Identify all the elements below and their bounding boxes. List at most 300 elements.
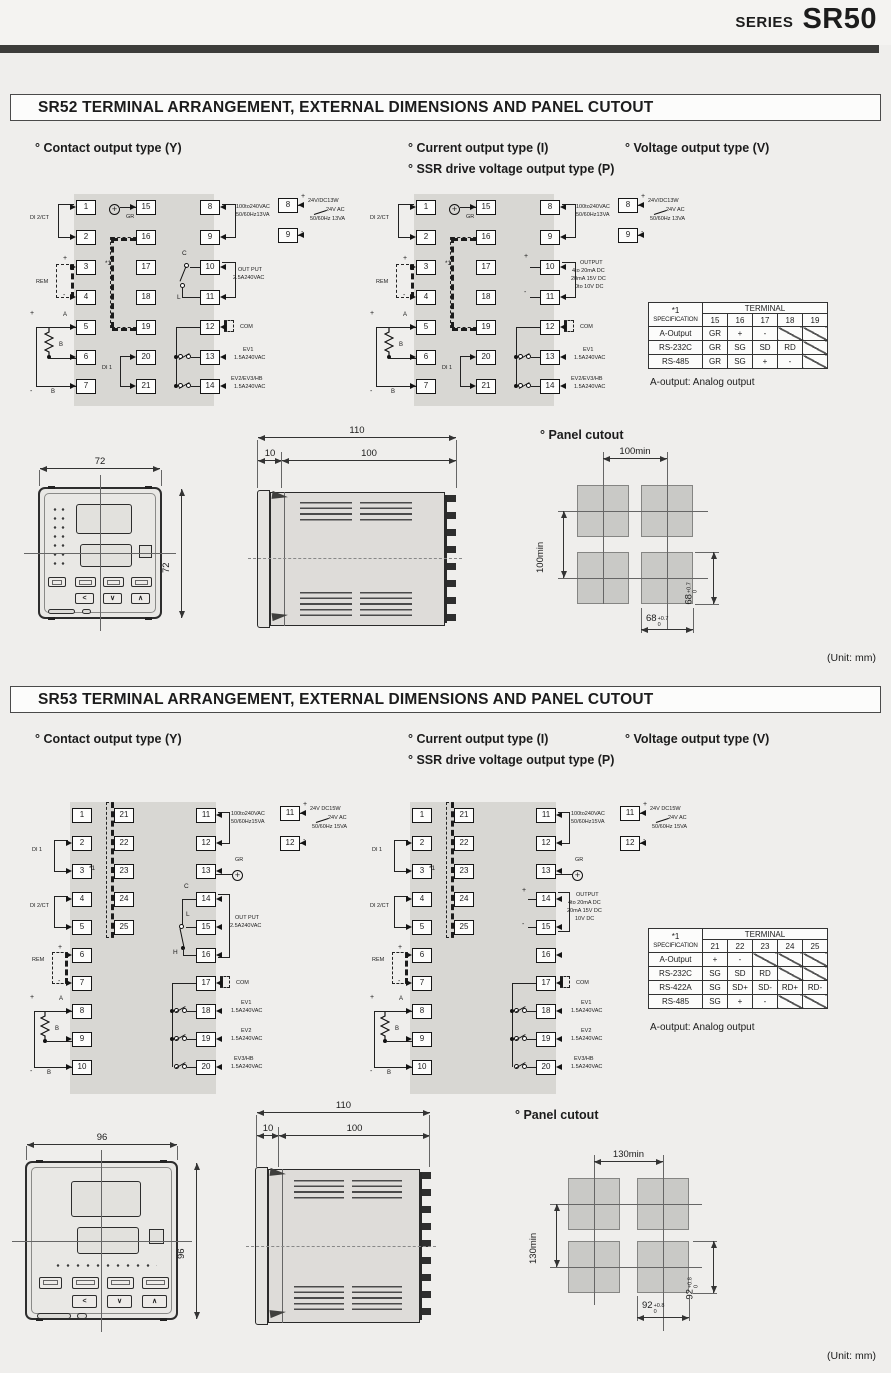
terminal-14: 14 [540,379,560,394]
terminal-16: 16 [536,948,556,963]
bracket [446,802,454,938]
terminal-cell: RD [753,967,778,981]
sr53-front-height-text: 96 [176,1248,187,1259]
terminal-wing [220,204,226,210]
extension-line [456,440,457,488]
diagram-label: B [391,389,396,395]
wire [112,327,136,331]
sr52-side-front-dim: 10 [258,460,282,461]
terminal-cell: SG [728,341,753,355]
sr53-cutout-pitch-v-text: 130min [528,1232,539,1264]
terminal-wing [220,383,226,389]
terminal-wing [220,354,226,360]
terminal-18: 18 [136,290,156,305]
spec-header: *1 SPECIFICATION [649,929,703,953]
terminal-number: 23 [753,940,778,953]
mount-lug [160,1160,167,1163]
terminal-cell: SD+ [728,981,753,995]
ground-symbol: + [232,870,243,881]
terminal-16: 16 [476,230,496,245]
sr52-cutout-width-text: 68 +0.7 0 [646,613,669,629]
diagram-label: 1.5A240VAC [234,355,266,361]
switch-lever [656,818,669,823]
diagram-label: - [30,388,33,395]
terminal-wing [560,383,566,389]
series-header [735,3,877,35]
sr53-side-front-dim: 10 [257,1135,279,1136]
diagram-label: - [301,229,304,236]
terminal-wing [220,234,226,240]
diagram-label: REM [36,279,49,285]
terminal-wing [70,234,76,240]
terminal-cell: RD [778,341,803,355]
diagram-label: - [403,292,406,299]
terminal-wing [220,324,226,330]
mount-lug [48,486,55,489]
terminal-wing [556,1064,562,1070]
mount-lug [36,1160,43,1163]
diagram-label: + [524,253,529,260]
terminal-cell: - [728,953,753,967]
wire [531,357,540,358]
diagram-label: 24V/DC13W [648,198,679,204]
switch-lever [316,818,329,823]
sr52-front-height-dim [181,489,182,618]
key-down: ∨ [107,1295,132,1308]
terminal-5: 5 [412,920,432,935]
terminal-wing [406,952,412,958]
terminal-4: 4 [416,290,436,305]
terminal-wing [406,840,412,846]
diagram-label: 20mA 15V DC [571,276,606,282]
wire [176,327,200,328]
wire [527,1067,536,1068]
terminal-cell: RD+ [778,981,803,995]
terminal-cell-na [803,355,828,369]
sr52-cutout-height-text: 68 +0.7 0 [683,582,699,605]
extension-line [256,1115,257,1167]
terminal-4: 4 [76,290,96,305]
junction-dot [510,1037,514,1041]
terminal-wing [406,1064,412,1070]
diagram-label: 50/60Hz13VA [236,212,270,218]
terminal-19: 19 [536,1032,556,1047]
sr52-cutout-pitch-h-dim: 100min [603,458,667,459]
terminal-3: 3 [76,260,96,275]
wire [110,237,114,328]
centerline [667,452,668,630]
terminal-cell-na [778,953,803,967]
sr52-terminal-table [648,302,828,369]
extension-line [177,1146,178,1160]
diagram-label: + [30,310,35,317]
terminal-wing [66,868,72,874]
mount-lug [160,1318,167,1321]
wire [182,899,183,926]
sr53-panel-cutout-heading: ° Panel cutout [515,1108,599,1122]
terminal-cell-na [803,967,828,981]
diagram-label: 24V AC [326,207,345,213]
diagram-label: DI 1 [32,847,43,853]
panel-button [48,577,66,587]
ground-symbol: + [109,204,120,215]
model-label-area [48,609,75,614]
wire [190,267,200,268]
diagram-label: 1.5A240VAC [231,1036,263,1042]
series-value: SR50 [802,3,877,35]
diagram-label: 1.5A240VAC [574,355,606,361]
terminal-14: 14 [536,892,556,907]
centerline [558,578,708,579]
terminal-cell: - [753,327,778,341]
diagram-label: COM [580,324,593,330]
diagram-label: 24V AC [328,815,347,821]
diagram-label: - [63,292,66,299]
diagram-label: *1 [89,865,96,872]
diagram-label: EV3/HB [234,1056,254,1062]
diagram-label: 1.5A240VAC [571,1064,603,1070]
terminal-1: 1 [76,200,96,215]
spec-row-name: RS-232C [649,967,703,981]
terminal-16: 16 [196,948,216,963]
spec-row-name: RS-485 [649,355,703,369]
sr53-output-type-current: ° Current output type (I) [408,732,549,746]
panel-button [39,1277,62,1289]
diagram-label: EV2 [581,1028,592,1034]
sr52-unit-note: (Unit: mm) [827,652,876,664]
diagram-label: DI 1 [372,847,383,853]
wire [112,237,136,241]
terminal-diagram-sr53-contact-y [30,800,362,1098]
diagram-label: 24V DC15W [650,806,681,812]
terminal-cell: RD- [803,981,828,995]
terminal-8: 8 [278,198,298,213]
terminal-9: 9 [540,230,560,245]
terminal-header: TERMINAL [703,929,828,940]
terminal-8: 8 [540,200,560,215]
terminal-2: 2 [416,230,436,245]
wire [172,983,196,984]
wire [512,983,536,984]
model-label-area [82,609,91,614]
diagram-label: EV3/HB [574,1056,594,1062]
terminal-19: 19 [476,320,496,335]
extension-line [693,608,694,633]
terminal-19: 19 [136,320,156,335]
diagram-label: 1.5A240VAC [574,384,606,390]
terminal-wing [560,204,566,210]
sr52-front-height-text: 72 [161,562,172,573]
terminal-wing [216,1036,222,1042]
terminal-wing [470,204,476,210]
diagram-label: *1 [445,260,452,267]
wire [182,288,183,297]
diagram-label: EV2/EV3/HB [571,376,603,382]
terminal-wing [70,324,76,330]
diagram-label: 4to 20mA DC [572,268,605,274]
terminal-21: 21 [136,379,156,394]
wire [186,927,196,928]
panel-button [107,1277,134,1289]
terminal-9: 9 [278,228,298,243]
terminal-wing [216,812,222,818]
diagram-label: 24V AC [668,815,687,821]
terminal-wing [406,980,412,986]
sr52-side-depth-dim: 100 [282,460,456,461]
diagram-label: - [30,1068,33,1075]
terminal-wing [130,204,136,210]
vent-slots [294,1180,344,1201]
sr53-side-total-dim: 110 [257,1112,430,1113]
sr52-output-type-ssr: ° SSR drive voltage output type (P) [408,162,615,176]
sr52-cutout-height-dim [713,552,714,604]
wire [187,1039,196,1040]
vent-slots [300,502,352,521]
terminal-3: 3 [412,864,432,879]
terminal-wing [560,264,566,270]
terminal-17: 17 [136,260,156,275]
diagram-label: B [47,1070,52,1076]
wire [531,386,540,387]
ground-symbol: + [449,204,460,215]
extension-line [161,470,162,486]
spec-header: *1 SPECIFICATION [649,303,703,327]
terminal-13: 13 [536,864,556,879]
terminal-wing [556,952,562,958]
terminal-10: 10 [540,260,560,275]
junction-dot [514,355,518,359]
diagram-label: 50/60Hz 15VA [652,824,688,830]
terminal-24: 24 [114,892,134,907]
indicator-window [139,545,152,558]
diagram-label: 24V/DC13W [308,198,339,204]
terminal-cell: + [728,327,753,341]
wire [376,327,377,386]
terminal-wing [410,294,416,300]
diagram-label: 1.5A240VAC [231,1008,263,1014]
terminal-wing [66,952,72,958]
terminal-wing [470,383,476,389]
diagram-label: EV1 [581,1000,592,1006]
terminal-wing [216,952,222,958]
junction-dot [510,1009,514,1013]
wire [452,327,476,331]
wire [530,297,540,298]
diagram-label: + [643,801,648,808]
diagram-label: EV2 [241,1028,252,1034]
wire [36,327,37,386]
terminal-wing [556,868,562,874]
terminal-7: 7 [412,976,432,991]
terminal-25: 25 [114,920,134,935]
extension-line [429,1115,430,1167]
wire [191,357,200,358]
upper-display [71,1181,141,1217]
led-indicators [53,1261,157,1270]
terminal-number: 16 [728,314,753,327]
diagram-label: EV1 [241,1000,252,1006]
terminal-15: 15 [536,920,556,935]
key-down: ∨ [103,593,122,604]
diagram-label: OUT PUT [238,267,263,273]
sr52-cutout-width-dim [641,629,693,630]
terminal-12: 12 [196,836,216,851]
wire [527,1039,536,1040]
terminal-9: 9 [200,230,220,245]
resistor-symbol [380,1012,390,1042]
spec-row-name: A-Output [649,953,703,967]
sr52-spec-table [648,302,828,369]
diagram-label: + [63,255,68,262]
panel-button [103,577,124,587]
sr52-output-type-voltage: ° Voltage output type (V) [625,141,770,155]
diagram-label: C [184,883,189,890]
terminal-23: 23 [454,864,474,879]
terminal-wing [66,1008,72,1014]
terminal-3: 3 [416,260,436,275]
wire [216,874,232,875]
diagram-label: + [641,193,646,200]
key-left: < [72,1295,97,1308]
terminal-wing [556,840,562,846]
sr52-cutout-pitch-v-text: 100min [535,541,546,573]
diagram-label: + [398,944,403,951]
mount-lug [145,486,152,489]
diagram-label: REM [32,957,45,963]
terminal-12: 12 [200,320,220,335]
terminal-wing [298,202,304,208]
centerline [246,1246,436,1247]
wire [172,983,173,1067]
terminal-wing [406,896,412,902]
sr52-cutout-pitch-v-dim [563,511,564,578]
terminal-8: 8 [200,200,220,215]
diagram-label: + [301,193,306,200]
vent-slots [360,592,412,618]
sr52-panel-cutout-heading: ° Panel cutout [540,428,624,442]
terminal-cell-na [778,995,803,1009]
spec-row-name: RS-485 [649,995,703,1009]
body-seam [284,492,285,626]
terminal-cell: GR [703,327,728,341]
terminal-11: 11 [540,290,560,305]
terminal-21: 21 [454,808,474,823]
diagram-label: 24V AC [666,207,685,213]
terminal-wing [66,840,72,846]
diagram-label: - [524,289,527,296]
junction-dot [170,1037,174,1041]
terminal-8: 8 [412,1004,432,1019]
diagram-label: DI 2/CT [30,903,49,909]
terminal-wing [70,294,76,300]
terminal-19: 19 [196,1032,216,1047]
header-divider [0,45,879,53]
terminal-cell-na [753,953,778,967]
wire [530,267,540,268]
terminal-24: 24 [454,892,474,907]
sr53-side-depth-dim: 100 [279,1135,430,1136]
bracket [106,802,114,938]
junction-dot [170,1009,174,1013]
diagram-label: DI 1 [102,365,113,371]
diagram-label: + [370,310,375,317]
diagram-label: 100to240VAC [236,204,270,210]
terminal-wing [560,294,566,300]
switch-lever [654,210,667,215]
terminal-wing [638,202,644,208]
terminal-8: 8 [72,1004,92,1019]
terminal-wing [130,383,136,389]
diagram-label: 1.5A240VAC [571,1036,603,1042]
diagram-label: GR [466,214,475,220]
terminal-8: 8 [618,198,638,213]
terminal-cell: - [778,355,803,369]
terminal-wing [560,234,566,240]
terminal-12: 12 [620,836,640,851]
terminal-7: 7 [72,976,92,991]
diagram-label: A [63,312,68,318]
terminal-wing [66,896,72,902]
terminal-15: 15 [136,200,156,215]
terminal-wing [640,810,646,816]
mount-lug [48,617,55,620]
terminal-6: 6 [72,948,92,963]
diagram-label: - [303,837,306,844]
diagram-label: 50/60Hz13VA [576,212,610,218]
wire [527,1011,536,1012]
diagram-label: + [522,887,527,894]
wire [450,237,454,328]
vent-slots [300,592,352,618]
terminal-12: 12 [536,836,556,851]
diagram-label: + [58,944,63,951]
terminal-10: 10 [200,260,220,275]
terminal-1: 1 [416,200,436,215]
terminal-22: 22 [114,836,134,851]
terminal-wing [410,234,416,240]
terminal-14: 14 [200,379,220,394]
terminal-wing [216,1008,222,1014]
terminal-4: 4 [412,892,432,907]
diagram-label: GR [235,857,244,863]
terminal-number: 21 [703,940,728,953]
terminal-14: 14 [196,892,216,907]
wire [452,237,476,241]
terminal-wing [70,204,76,210]
terminal-wing [216,896,222,902]
terminal-wing [216,980,222,986]
extension-line [281,452,282,488]
diagram-label: COM [576,980,589,986]
terminal-6: 6 [416,350,436,365]
diagram-label: - [641,229,644,236]
diagram-label: 20mA 15V DC [567,908,602,914]
terminal-cell: SD [753,341,778,355]
diagram-label: - [58,978,61,985]
terminal-11: 11 [280,806,300,821]
led-indicators [51,505,68,565]
terminal-20: 20 [476,350,496,365]
terminal-12: 12 [540,320,560,335]
wire [183,955,196,956]
series-label: SERIES [735,13,794,31]
diagram-label: 1.5A240VAC [231,1064,263,1070]
diagram-label: 2.5A240VAC [233,275,265,281]
resistor-symbol [384,328,394,358]
upper-display [76,504,132,534]
diagram-label: H [173,949,178,956]
terminal-4: 4 [72,892,92,907]
